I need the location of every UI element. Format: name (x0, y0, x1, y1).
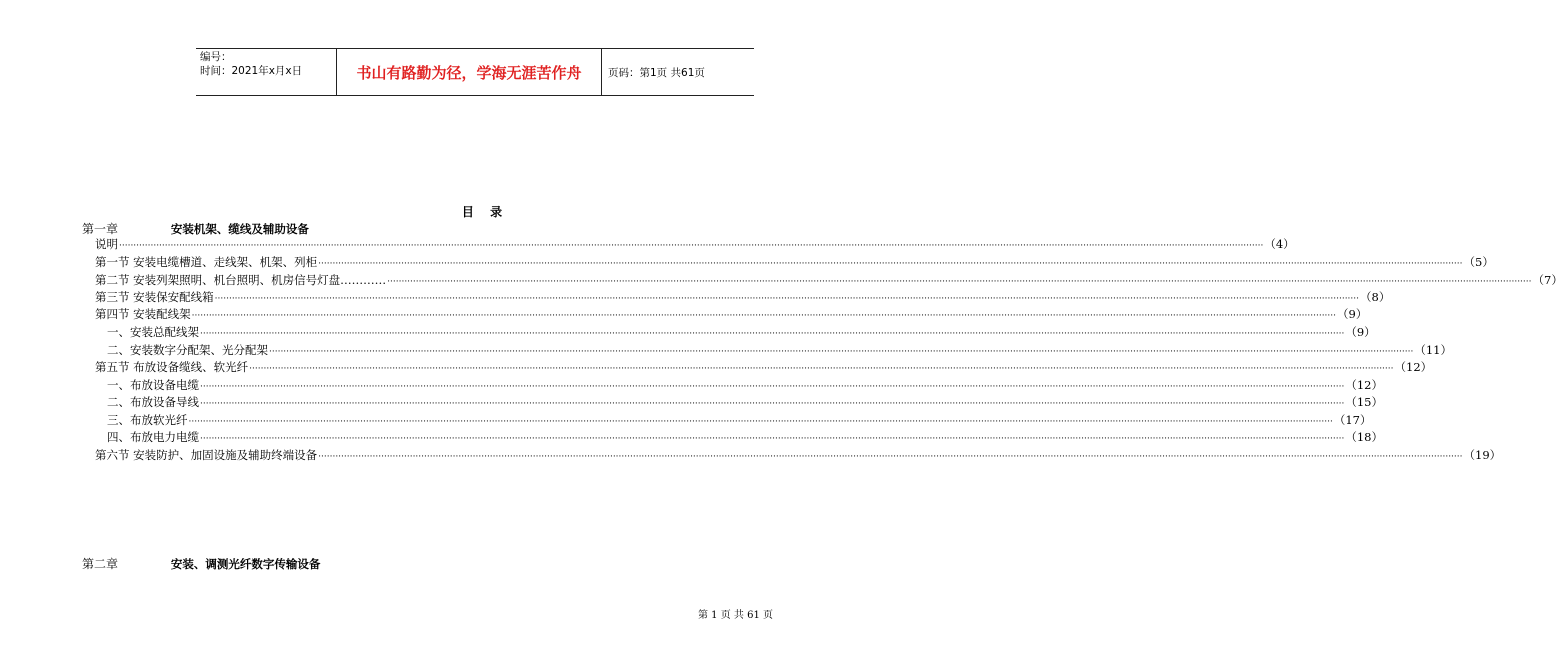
toc-title: 目 录 (461, 205, 509, 219)
toc-entry-page: （19） (1463, 448, 1502, 462)
time-label: 时间：2021年x月x日 (200, 65, 303, 77)
page-footer: 第 1 页 共 61 页 (698, 610, 773, 621)
toc-entry[interactable] (95, 254, 1494, 271)
toc-entry[interactable] (95, 272, 1563, 289)
motto-cell (337, 49, 602, 95)
chapter-1-heading (82, 220, 309, 237)
leader-dots: ················································································································································································································································································································································································································ (269, 347, 1414, 357)
leader-dots: ················································································································································································································································································································································································································ (200, 329, 1345, 339)
toc-entry[interactable] (107, 412, 1372, 429)
chapter-2-heading (82, 555, 320, 572)
toc-entry[interactable] (95, 359, 1433, 376)
page-code-cell (602, 49, 754, 95)
header-table (196, 48, 754, 96)
toc-entry-page: （9） (1345, 325, 1376, 339)
toc-entry-label: 第三节 安装保安配线箱 (95, 290, 214, 304)
toc-entry-label: 三、布放软光纤 (107, 413, 188, 427)
toc-entry[interactable] (107, 324, 1376, 341)
leader-dots: ················································································································································································································································································································································································································ (318, 259, 1463, 269)
toc-entry-page: （4） (1264, 237, 1295, 251)
toc-entry-page: （7） (1532, 273, 1563, 287)
toc-entry-label: 第五节 布放设备缆线、软光纤 (95, 360, 249, 374)
toc-entry-page: （15） (1345, 395, 1383, 409)
toc-entry-label: 一、安装总配线架 (107, 325, 199, 339)
toc-entry-label: 第六节 安装防护、加固设施及辅助终端设备 (95, 448, 318, 462)
toc-entry[interactable] (95, 236, 1295, 253)
toc-entry-label: 第二节 安装列架照明、机台照明、机房信号灯盘………… (95, 273, 387, 287)
leader-dots: ················································································································································································································································································································································································································ (387, 277, 1532, 287)
toc-entry-page: （18） (1345, 430, 1383, 444)
leader-dots: ················································································································································································································································································································································································································ (214, 294, 1359, 304)
toc-entry-label: 说明 (95, 237, 118, 251)
toc-entry[interactable] (95, 289, 1391, 306)
toc-entry-page: （5） (1463, 255, 1494, 269)
leader-dots: ················································································································································································································································································································································································································ (200, 382, 1345, 392)
leader-dots: ················································································································································································································································································································································································································ (200, 399, 1345, 409)
page-code-text: 页码：第1页 共61页 (608, 66, 705, 79)
leader-dots: ················································································································································································································································································································································································································ (249, 364, 1394, 374)
chapter-name: 安装机架、缆线及辅助设备 (170, 222, 309, 236)
chapter-name: 安装、调测光纤数字传输设备 (170, 557, 321, 571)
toc-entry-label: 第一节 安装电缆槽道、走线架、机架、列柜 (95, 255, 318, 269)
toc-entry-page: （17） (1333, 413, 1372, 427)
leader-dots: ················································································································································································································································································································································································································ (318, 452, 1463, 462)
leader-dots: ················································································································································································································································································································································································································ (200, 434, 1345, 444)
chapter-number: 第二章 (82, 557, 119, 571)
motto-text: 书山有路勤为径，学海无涯苦作舟 (356, 63, 582, 82)
chapter-number: 第一章 (82, 222, 119, 236)
toc-entry[interactable] (107, 342, 1452, 359)
toc-entry-label: 一、布放设备电缆 (107, 378, 199, 392)
toc-entry[interactable] (107, 377, 1383, 394)
toc-entry[interactable] (95, 306, 1368, 323)
toc-entry[interactable] (95, 447, 1502, 464)
toc-entry-page: （9） (1337, 307, 1368, 321)
leader-dots: ················································································································································································································································································································································································································ (119, 241, 1264, 251)
toc-entry-page: （8） (1360, 290, 1391, 304)
toc-entry-page: （12） (1345, 378, 1383, 392)
toc-entry-label: 二、安装数字分配架、光分配架 (107, 343, 268, 357)
toc-entry[interactable] (107, 394, 1383, 411)
leader-dots: ················································································································································································································································································································································································································ (188, 417, 1333, 427)
leader-dots: ················································································································································································································································································································································································································ (191, 311, 1336, 321)
toc-entry-label: 四、布放电力电缆 (107, 430, 199, 444)
toc-entry-page: （11） (1414, 343, 1452, 357)
number-label: 编号： (200, 51, 232, 63)
toc-entry-page: （12） (1394, 360, 1433, 374)
toc-entry-label: 二、布放设备导线 (107, 395, 199, 409)
toc-entry[interactable] (107, 429, 1383, 446)
toc-entry-label: 第四节 安装配线架 (95, 307, 191, 321)
header-meta-cell (196, 49, 337, 95)
